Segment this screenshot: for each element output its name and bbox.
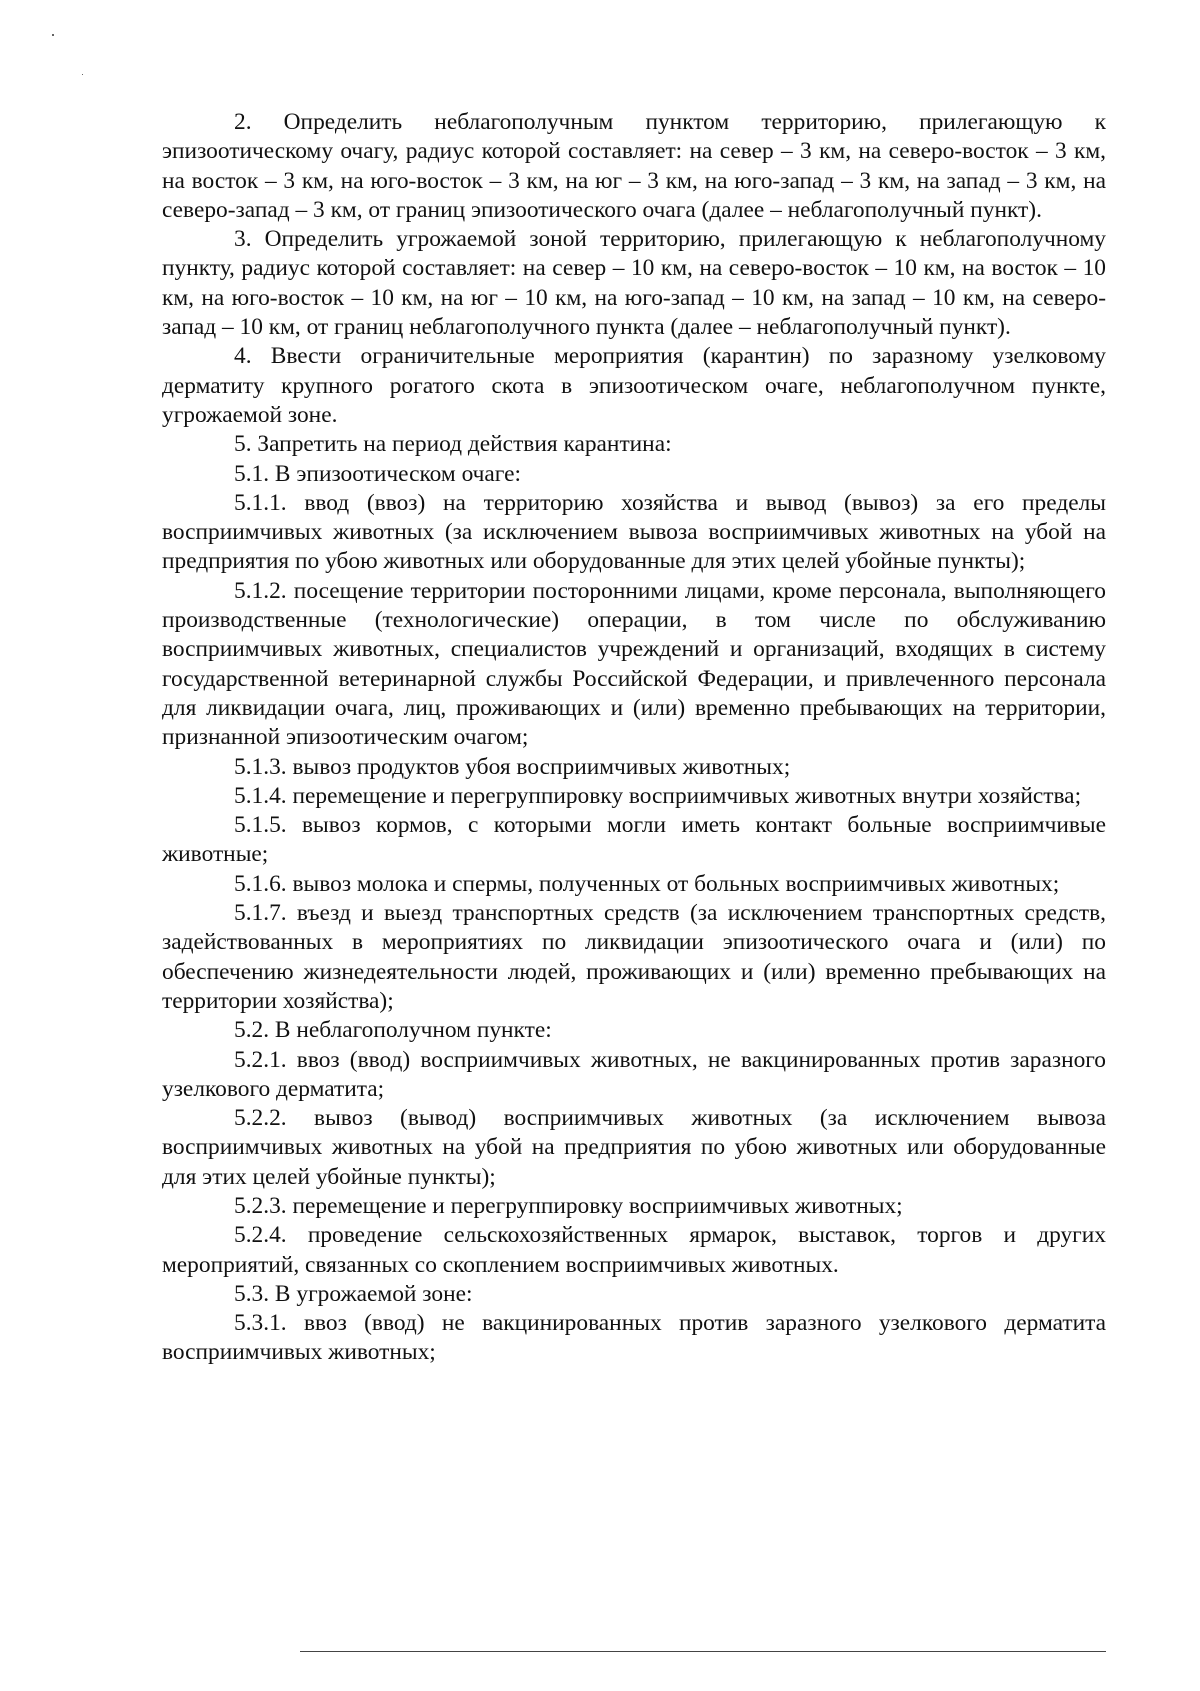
paragraph-5-1-5: 5.1.5. вывоз кормов, с которыми могли иметь контакт больные восприимчивые животные;	[162, 812, 1106, 868]
paragraph-5-1: 5.1. В эпизоотическом очаге:	[234, 460, 521, 487]
paragraph-3: 3. Определить угрожаемой зоной территорию, прилегающую к неблагополучному пункту, радиус которой составляет: на север – 10 км, на северо-восток – 10 км, на восток – 10 км, на юго-восток – 10 км, на юг – 10 км, на юго-запад – 10 км, на запад – 10 км, на северо-запад – 10 км, от границ неблагополучного пункта (далее – неблагополучный пункт).	[162, 226, 1106, 341]
paragraph-5-2-4: 5.2.4. проведение сельскохозяйственных ярмарок, выставок, торгов и других мероприятий, связанных со скоплением восприимчивых животных.	[162, 1222, 1106, 1278]
paragraph-5-1-4: 5.1.4. перемещение и перегруппировку восприимчивых животных внутри хозяйства;	[234, 782, 1082, 809]
paragraph-5-1-6: 5.1.6. вывоз молока и спермы, полученных от больных восприимчивых животных;	[234, 870, 1060, 897]
paragraph-5-1-1: 5.1.1. ввод (ввоз) на территорию хозяйства и вывод (вывоз) за его пределы восприимчивых животных (за исключением вывоза восприимчивых животных на убой на предприятия по убою животных или оборудованные для этих целей убойные пункты);	[162, 489, 1106, 575]
paragraph-5-3: 5.3. В угрожаемой зоне:	[234, 1280, 473, 1307]
paragraph-2: 2. Определить неблагополучным пунктом территорию, прилегающую к эпизоотическому очагу, радиус которой составляет: на север – 3 км, на северо-восток – 3 км, на восток – 3 км, на юго-восток – 3 км, на юг – 3 км, на юго-запад – 3 км, на запад – 3 км, на северо-запад – 3 км, от границ эпизоотического очага (далее – неблагополучный пункт).	[162, 109, 1106, 223]
paragraph-5-3-1: 5.3.1. ввоз (ввод) не вакцинированных против заразного узелкового дерматита восприимчивых животных;	[162, 1310, 1106, 1366]
paragraph-5-2: 5.2. В неблагополучном пункте:	[234, 1017, 552, 1044]
paragraph-5-2-2: 5.2.2. вывоз (вывод) восприимчивых животных (за исключением вывоза восприимчивых животных на убой на предприятия по убою животных или оборудованные для этих целей убойные пункты);	[162, 1105, 1106, 1190]
footer-rule	[300, 1651, 1106, 1652]
paragraph-5-1-2: 5.1.2. посещение территории посторонними лицами, кроме персонала, выполняющего производственные (технологические) операции, в том числе по обслуживанию восприимчивых животных, специалистов учреждений и организаций, входящих в систему государственной ветеринарной службы Российской Федерации, и привлеченного персонала для ликвидации очага, лиц, проживающих и (или) временно пребывающих на территории, признанной эпизоотическим очагом;	[162, 577, 1106, 751]
paragraph-5-1-3: 5.1.3. вывоз продуктов убоя восприимчивых животных;	[234, 753, 791, 780]
scan-speck	[52, 34, 54, 36]
paragraph-5-1-7: 5.1.7. въезд и выезд транспортных средств (за исключением транспортных средств, задействованных в мероприятиях по ликвидации эпизоотического очага и (или) по обеспечению жизнедеятельности людей, проживающих и (или) временно пребывающих на территории хозяйства);	[162, 900, 1106, 1014]
scan-speck	[82, 74, 83, 75]
paragraph-5-2-1: 5.2.1. ввоз (ввод) восприимчивых животных, не вакцинированных против заразного узелкового дерматита;	[162, 1046, 1106, 1102]
paragraph-5-2-3: 5.2.3. перемещение и перегруппировку восприимчивых животных;	[234, 1192, 903, 1219]
paragraph-4: 4. Ввести ограничительные мероприятия (карантин) по заразному узелковому дерматиту крупного рогатого скота в эпизоотическом очаге, неблагополучном пункте, угрожаемой зоне.	[162, 343, 1106, 428]
paragraph-5: 5. Запретить на период действия карантина:	[234, 431, 672, 458]
document-body	[162, 108, 1106, 1368]
